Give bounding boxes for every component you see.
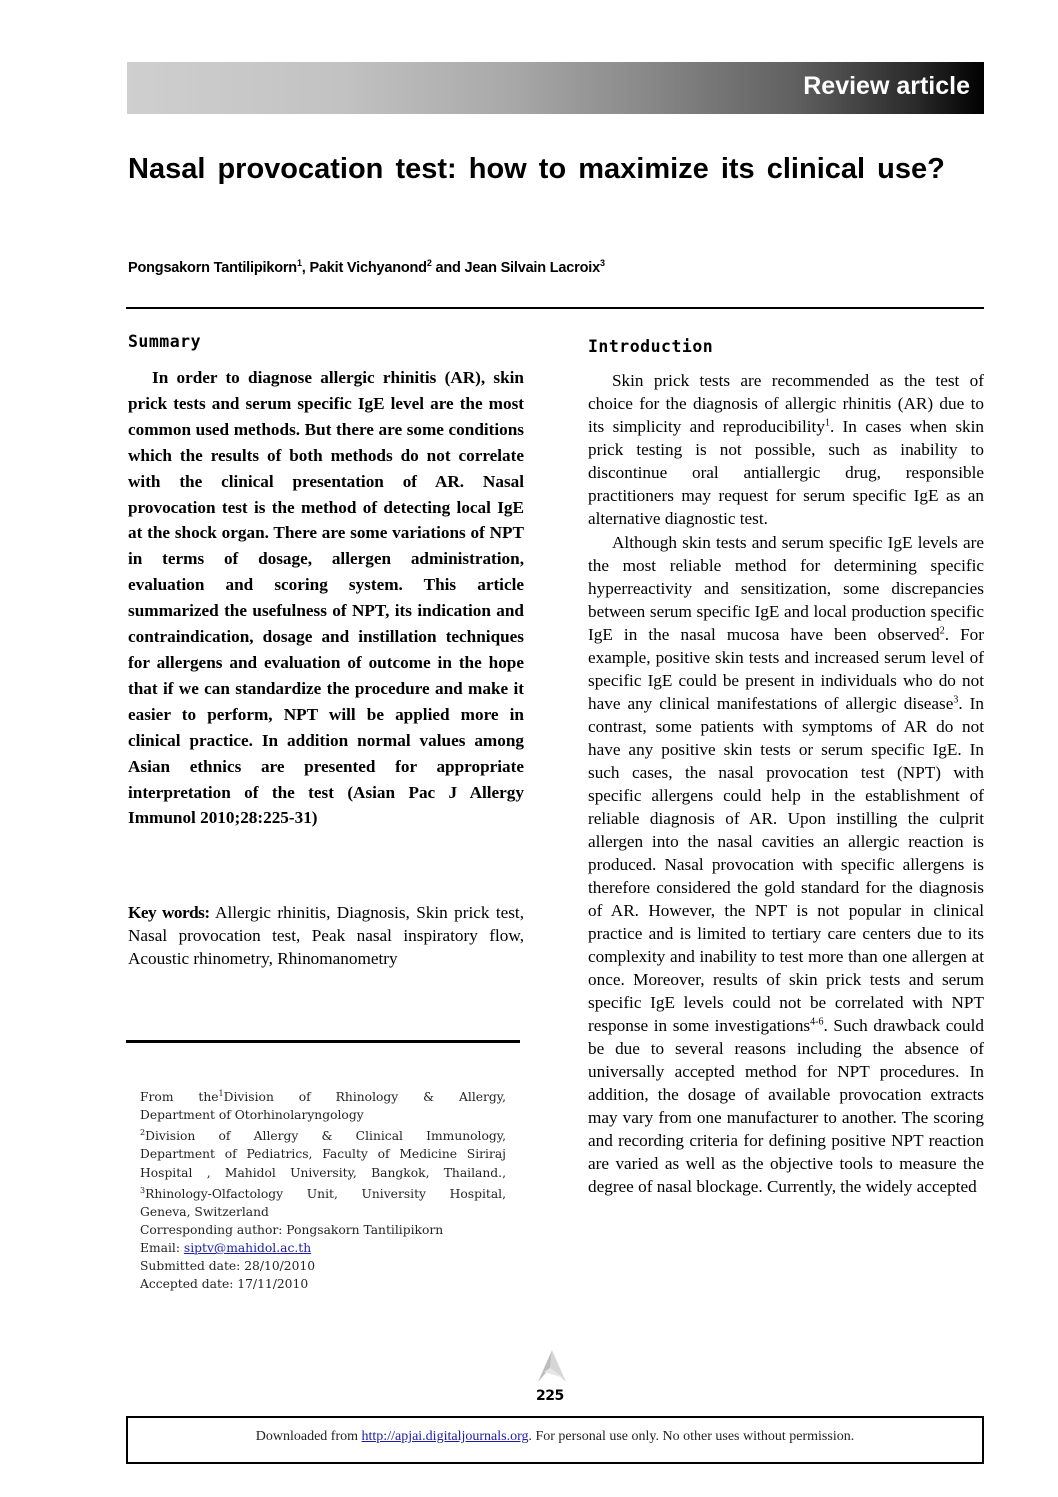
article-type-label: Review article [803, 72, 970, 100]
author-name: Jean Silvain Lacroix [464, 259, 600, 276]
page-number: 225 [536, 1388, 564, 1404]
affiliation-line: $^2$Division of Allergy & Clinical Immunology, [140, 1128, 506, 1144]
introduction-heading: Introduction [588, 337, 714, 356]
affiliation-line: From the$^1$Division of Rhinology & Allergy, [140, 1089, 506, 1105]
download-notice-box [126, 1416, 984, 1464]
email-line: Email: siptv@mahidol.ac.th [140, 1241, 312, 1256]
keywords-list: Allergic rhinitis, Diagnosis, Skin prick test, Nasal provocation test, Peak nasal inspiratory flow, Acoustic rhinometry, Rhinomanometry [128, 903, 524, 968]
citation-ref: 1 [824, 417, 830, 429]
keywords-label: Key words: [128, 903, 210, 922]
introduction-paragraph: Although skin tests and serum specific IgE levels are the most reliable method for determining specific hyperreactivity and sensitization, some discrepancies between serum specific IgE and local production specific IgE in the nasal mucosa have been observed$^2$. For example, positive skin tests and increased serum level of specific IgE could be present in individuals who do not have any clinical manifestations of allergic disease$^3$. In contrast, some patients with symptoms of AR do not have any positive skin tests or serum specific IgE. In such cases, the nasal provocation test (NPT) with specific allergens could help in the establishment of reliable diagnosis of AR. Upon instilling the culprit allergen into the nasal cavities an allergic reaction is produced. Nasal provocation with specific allergens is therefore considered the gold standard for the diagnosis of AR. However, the NPT is not popular in clinical practice and is limited to tertiary care centers due to its complexity and inability to test more than one allergen at once. Moreover, results of skin prick tests and serum specific IgE levels could not be correlated with NPT response in some investigations$^{4-6}$. Such drawback could be due to several reasons including the absence of universally accepted method for NPT procedures. In addition, the dosage of available provocation extracts may vary from one manufacturer to another. The scoring and recording criteria for defining positive NPT reaction are varied as well as the objective tools to measure the degree of nasal blockage. Currently, the widely accepted [588, 533, 984, 1196]
keywords [128, 901, 524, 970]
email-link[interactable]: siptv@mahidol.ac.th [183, 1241, 312, 1256]
journal-website-link[interactable]: http://apjai.digitaljournals.org [361, 1429, 529, 1444]
author-separator: , [301, 259, 310, 276]
citation-ref: 4-6 [810, 1016, 824, 1028]
article-type-banner [127, 62, 984, 114]
affiliation-divider [126, 1040, 520, 1043]
download-notice: Downloaded from http://apjai.digitaljournals.org. For personal use only. No other uses without permission. [255, 1429, 855, 1444]
citation-ref: 2 [939, 625, 945, 637]
article-title: Nasal provocation test: how to maximize its clinical use? [128, 153, 945, 185]
corresponding-author: Corresponding author: Pongsakorn Tantilipikorn [140, 1222, 444, 1237]
header-divider [126, 307, 984, 309]
citation-ref: 3 [953, 694, 959, 706]
author-name: Pakit Vichyanond [309, 259, 427, 276]
affiliations-block [140, 1085, 506, 1293]
author-name: Pongsakorn Tantilipikorn [128, 259, 297, 276]
affiliation-line: Department of Otorhinolaryngology [140, 1108, 364, 1123]
journal-logo-icon [534, 1348, 570, 1384]
affiliation-line: Department of Pediatrics, Faculty of Medicine Siriraj [140, 1147, 506, 1162]
affiliation-marker: 3 [599, 258, 605, 268]
author-list [128, 258, 605, 276]
submitted-date: Submitted date: 28/10/2010 [140, 1259, 316, 1274]
affiliation-line: $^3$Rhinology-Olfactology Unit, University Hospital, [140, 1185, 506, 1201]
affiliation-marker: 1 [296, 258, 302, 268]
summary-heading: Summary [128, 332, 202, 351]
author-separator: and [431, 259, 465, 276]
introduction-paragraph: Skin prick tests are recommended as the test of choice for the diagnosis of allergic rhinitis (AR) due to its simplicity and reproducibility$^1$. In cases when skin prick testing is not possible, such as inability to discontinue oral antiallergic drug, responsible practitioners may request for serum specific IgE as an alternative diagnostic test. [588, 371, 984, 528]
affiliation-line: Hospital , Mahidol University, Bangkok, Thailand., [140, 1165, 506, 1180]
affiliation-marker: 2 [426, 258, 432, 268]
accepted-date: Accepted date: 17/11/2010 [140, 1277, 309, 1292]
summary-abstract: In order to diagnose allergic rhinitis (AR), skin prick tests and serum specific IgE level are the most common used methods. But there are some conditions which the results of both methods do not correlate with the clinical presentation of AR. Nasal provocation test is the method of detecting local IgE at the shock organ. There are some variations of NPT in terms of dosage, allergen administration, evaluation and scoring system. This article summarized the usefulness of NPT, its indication and contraindication, dosage and instillation techniques for allergens and evaluation of outcome in the hope that if we can standardize the procedure and make it easier to perform, NPT will be applied more in clinical practice. In addition normal values among Asian ethnics are presented for appropriate interpretation of the test (Asian Pac J Allergy Immunol 2010;28:225-31) [128, 368, 524, 828]
affiliation-line: Geneva, Switzerland [140, 1204, 269, 1219]
